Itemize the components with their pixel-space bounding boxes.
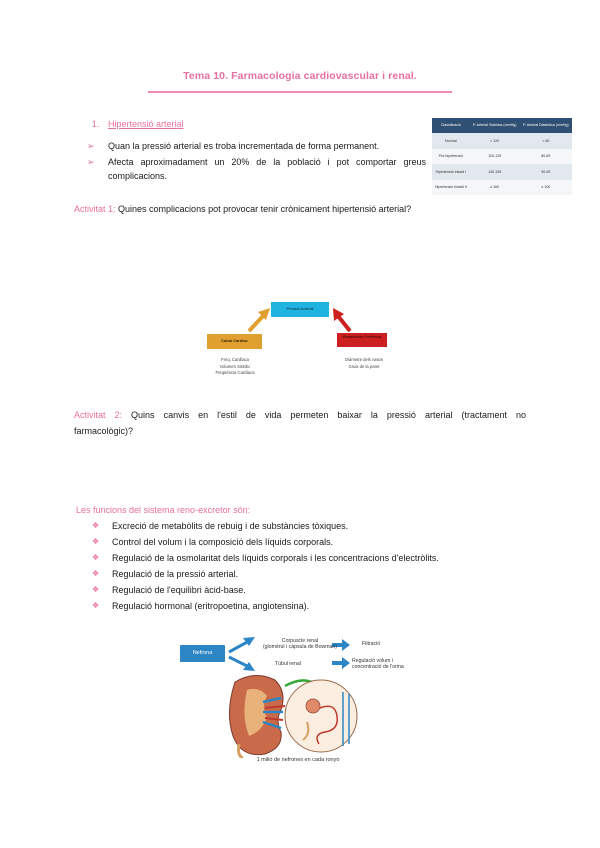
list-item: ❖ Regulació de la osmolaritat dels líquids corporals i les concentracions d'electròlits. — [92, 553, 439, 563]
up-right-arrow-icon — [249, 308, 270, 331]
bullet-item: ➢ Quan la pressió arterial es troba incrementada de forma permanent. — [87, 141, 380, 151]
diamond-bullet-icon: ❖ — [92, 553, 100, 562]
diamond-bullet-icon: ❖ — [92, 521, 100, 530]
bullet-item: ➢ Afecta aproximadament un 20% de la població i pot comportar greus — [87, 157, 426, 167]
page-title: Tema 10. Farmacologia cardiovascular i renal. — [183, 70, 417, 82]
functions-heading: Les funcions del sistema reno-excretor són: — [76, 505, 251, 515]
diamond-bullet-icon: ❖ — [92, 569, 100, 578]
kidney-icon — [229, 675, 285, 758]
section-label: Hipertensió arterial — [108, 119, 184, 129]
arrow-bullet-icon: ➢ — [87, 157, 95, 167]
blood-pressure-table — [432, 118, 572, 195]
table-row: Hipertensió estadi II ≥ 160 ≥ 100 — [432, 180, 572, 196]
diagram-notes-right: Diàmetre dels vasos Gruix de la paret — [345, 357, 383, 369]
bullet-continuation: complicacions. — [108, 171, 168, 181]
kidney-illustration — [225, 672, 365, 758]
diamond-bullet-icon: ❖ — [92, 585, 100, 594]
activity-question: Quins canvis en l'estil de vida permeten baixar la pressió arterial (tractament no — [131, 410, 526, 420]
table-row: Hipertensió estadi I 140-159 90-99 — [432, 164, 572, 180]
table-header: P. Arterial Sistòlica (mmHg) — [470, 118, 520, 133]
diamond-bullet-icon: ❖ — [92, 601, 100, 610]
list-item: ❖ Regulació hormonal (eritropoetina, angiotensina). — [92, 601, 310, 611]
list-item: ❖ Excreció de metabòlits de rebuig i de substàncies tòxiques. — [92, 521, 349, 531]
section-heading — [92, 119, 184, 129]
arrow-right-icon — [332, 657, 350, 669]
activity-label: Activitat 2: — [74, 410, 123, 420]
activity-1 — [74, 204, 411, 214]
activity-label: Activitat 1: — [74, 204, 116, 214]
activity-2-continuation: farmacològic)? — [74, 426, 134, 436]
nefrona-box: Nefrona — [180, 645, 225, 662]
arrow-bullet-icon: ➢ — [87, 141, 95, 151]
diagram-notes-left: Freq. Cardíaca Volumen Sistòlic Freqüència Cardíaca — [215, 357, 255, 375]
table-row: Pre-hipertensió 120-139 80-89 — [432, 149, 572, 165]
table-header: Classificació — [432, 118, 470, 133]
corpuscle-label: Corpuscle renal (glomèrul i càpsula de Bowman) — [262, 638, 338, 650]
diagram-box-cardiac-output: Cabal Cardíac — [207, 334, 262, 349]
activity-question: Quines complicacions pot provocar tenir crònicament hipertensió arterial? — [118, 204, 412, 214]
up-left-arrow-icon — [333, 308, 350, 331]
activity-2 — [74, 410, 526, 420]
section-number: 1. — [92, 119, 100, 129]
title-underline — [148, 91, 452, 93]
diagram-box-pressure: Pressió Arterial — [271, 302, 329, 317]
nephron-caption: 1 milió de nefrones en cada ronyó — [256, 757, 340, 763]
list-item: ❖ Control del volum i la composició dels líquids corporals. — [92, 537, 334, 547]
diagram-arrows — [240, 300, 360, 340]
tubul-label: Túbul renal — [275, 661, 301, 667]
list-item: ❖ Regulació de la pressió arterial. — [92, 569, 239, 579]
table-row: Normal < 120 < 80 — [432, 133, 572, 149]
nephron-detail-icon — [285, 680, 357, 752]
diagram-box-resistance: Resistència Perifèrica — [337, 333, 387, 347]
arrow-up-right-icon — [229, 637, 255, 652]
filtrat-label: Filtració — [362, 641, 381, 647]
diamond-bullet-icon: ❖ — [92, 537, 100, 546]
regulation-label: Regulació volum i concentració de l'orina — [352, 658, 404, 670]
list-item: ❖ Regulació de l'equilibri àcid-base. — [92, 585, 246, 595]
table-header: P. Arterial Diastòlica (mmHg) — [520, 118, 572, 133]
arrow-down-right-icon — [229, 657, 255, 671]
